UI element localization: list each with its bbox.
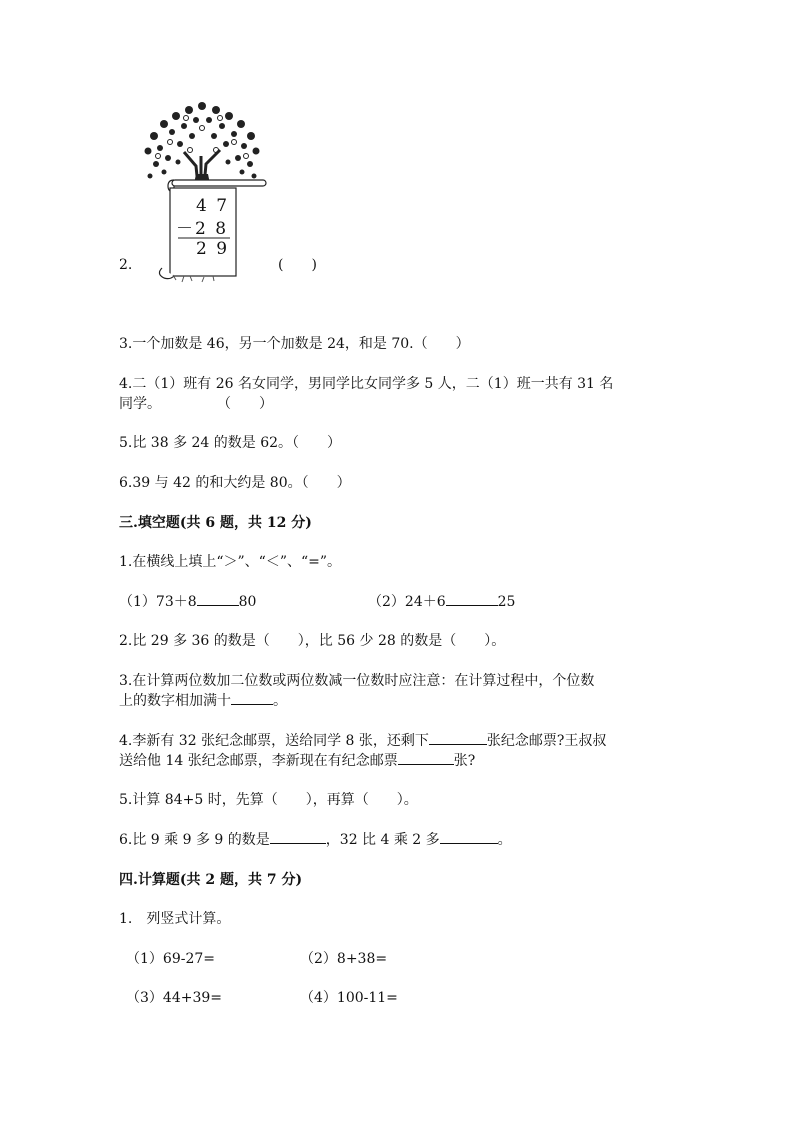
s3-q1-text: 1.在横线上填上“＞”、“＜”、“=”。	[119, 554, 342, 570]
answer-blank[interactable]	[440, 829, 498, 844]
vertical-row-3: 2 9	[196, 239, 230, 259]
s3-q3-suffix: 。	[273, 693, 287, 709]
answer-blank[interactable]	[446, 591, 498, 606]
section-4-heading: 四.计算题(共 2 题，共 7 分)	[119, 872, 303, 888]
s3-q4-line2-suffix: 张?	[453, 753, 476, 769]
s4-item-2: （2）8+38=	[300, 951, 388, 967]
s3-q4-text-line2	[119, 750, 475, 772]
s3-q1b-value: 25	[497, 594, 516, 610]
s3-q6-prefix: 6.比 9 乘 9 多 9 的数是	[119, 832, 270, 848]
s3-q2-text: 2.比 29 多 36 的数是（ ），比 56 少 28 的数是（ ）。	[119, 633, 506, 649]
section-3-heading: 三.填空题(共 6 题，共 12 分)	[119, 515, 312, 531]
q2-paren: ( )	[278, 257, 317, 273]
s3-q1b-expression: （2）24＋6	[368, 594, 446, 610]
q5-text: 5.比 38 多 24 的数是 62。（ ）	[119, 435, 342, 451]
s4-item-4: （4）100-11=	[300, 990, 398, 1006]
s3-q4-line2-prefix: 送给他 14 张纪念邮票，李新现在有纪念邮票	[119, 753, 398, 769]
s3-q4-text-line1	[119, 730, 606, 752]
q4-text-line2: 同学。 （ ）	[119, 396, 273, 412]
answer-blank[interactable]	[429, 730, 487, 745]
s3-q4-mid: 张纪念邮票?王叔叔	[486, 733, 607, 749]
s3-q1-part-a	[119, 591, 256, 613]
q4-text-line1: 4.二（1）班有 26 名女同学，男同学比女同学多 5 人，二（1）班一共有 31 名	[119, 376, 614, 392]
s3-q3-prefix: 上的数字相加满十	[119, 693, 231, 709]
vertical-row-1: 4 7	[196, 196, 230, 216]
s3-q6-suffix: 。	[497, 832, 512, 848]
s3-q1a-value: 80	[238, 594, 257, 610]
s3-q1-part-b	[368, 591, 515, 613]
tree-scroll-illustration	[134, 96, 270, 286]
answer-blank[interactable]	[270, 829, 326, 844]
q2-number: 2.	[119, 257, 133, 273]
s4-q1-text: 1. 列竖式计算。	[119, 911, 231, 927]
s3-q3-text-line2	[119, 690, 287, 712]
q6-text: 6.39 与 42 的和大约是 80。（ ）	[119, 475, 351, 491]
s3-q1a-expression: （1）73＋8	[119, 594, 197, 610]
answer-blank[interactable]	[398, 750, 454, 765]
s4-item-3: （3）44+39=	[126, 990, 222, 1006]
s3-q6-text	[119, 829, 512, 851]
answer-blank[interactable]	[231, 690, 273, 705]
s3-q4-prefix: 4.李新有 32 张纪念邮票，送给同学 8 张，还剩下	[119, 733, 429, 749]
answer-blank[interactable]	[197, 591, 239, 606]
q3-text: 3.一个加数是 46，另一个加数是 24，和是 70.（ ）	[119, 336, 470, 352]
s3-q5-text: 5.计算 84+5 时，先算（ ），再算（ ）。	[119, 792, 418, 808]
vertical-row-2: －2 8	[176, 219, 229, 239]
s3-q6-mid: ，32 比 4 乘 2 多	[325, 832, 440, 848]
s3-q3-text-line1: 3.在计算两位数加二位数或两位数减一位数时应注意：在计算过程中，个位数	[119, 673, 595, 689]
s4-item-1: （1）69-27=	[126, 951, 215, 967]
